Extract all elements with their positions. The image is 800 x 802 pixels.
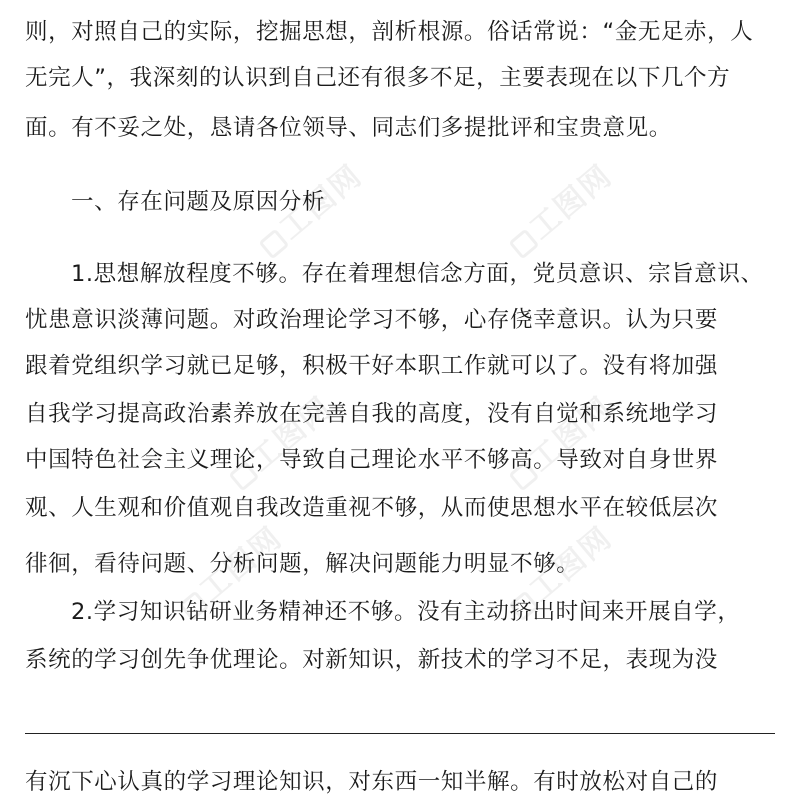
paragraph-first-line: 1.思想解放程度不够。存在着理想信念方面，党员意识、宗旨意识、: [71, 261, 764, 287]
section-heading: 一、存在问题及原因分析: [71, 189, 326, 215]
body-text-line: 无完人”，我深刻的认识到自己还有很多不足，主要表现在以下几个方: [25, 65, 731, 91]
body-text-line: 则，对照自己的实际，挖掘思想，剖析根源。俗话常说：“金无足赤，人: [25, 19, 754, 45]
watermark-text: 工图网: [193, 520, 290, 609]
body-text-line: 面。有不妥之处，恳请各位领导、同志们多提批评和宝贵意见。: [25, 115, 672, 141]
paragraph-first-line: 2.学习知识钻研业务精神还不够。没有主动挤出时间来开展自学，: [71, 599, 741, 625]
watermark-text: 工图网: [243, 390, 340, 479]
watermark-text: 工图网: [523, 158, 620, 247]
body-text-line: 徘徊，看待问题、分析问题，解决问题能力明显不够。: [25, 551, 580, 577]
body-text-line: 系统的学习创先争优理论。对新知识，新技术的学习不足，表现为没: [25, 647, 719, 673]
body-text-line: 观、人生观和价值观自我改造重视不够，从而使思想水平在较低层次: [25, 495, 719, 521]
body-text-line: 中国特色社会主义理论，导致自己理论水平不够高。导致对自身世界: [25, 447, 719, 473]
watermark-text: 工图网: [273, 158, 370, 247]
watermark-text: 工图网: [523, 390, 620, 479]
body-text-line: 有沉下心认真的学习理论知识，对东西一知半解。有时放松对自己的: [25, 769, 719, 795]
body-text-line: 忧患意识淡薄问题。对政治理论学习不够，心存侥幸意识。认为只要: [25, 307, 719, 333]
body-text-line: 跟着党组织学习就已足够，积极干好本职工作就可以了。没有将加强: [25, 353, 719, 379]
page-break-divider: [25, 733, 775, 734]
body-text-line: 自我学习提高政治素养放在完善自我的高度，没有自觉和系统地学习: [25, 401, 719, 427]
watermark-text: 工图网: [523, 520, 620, 609]
